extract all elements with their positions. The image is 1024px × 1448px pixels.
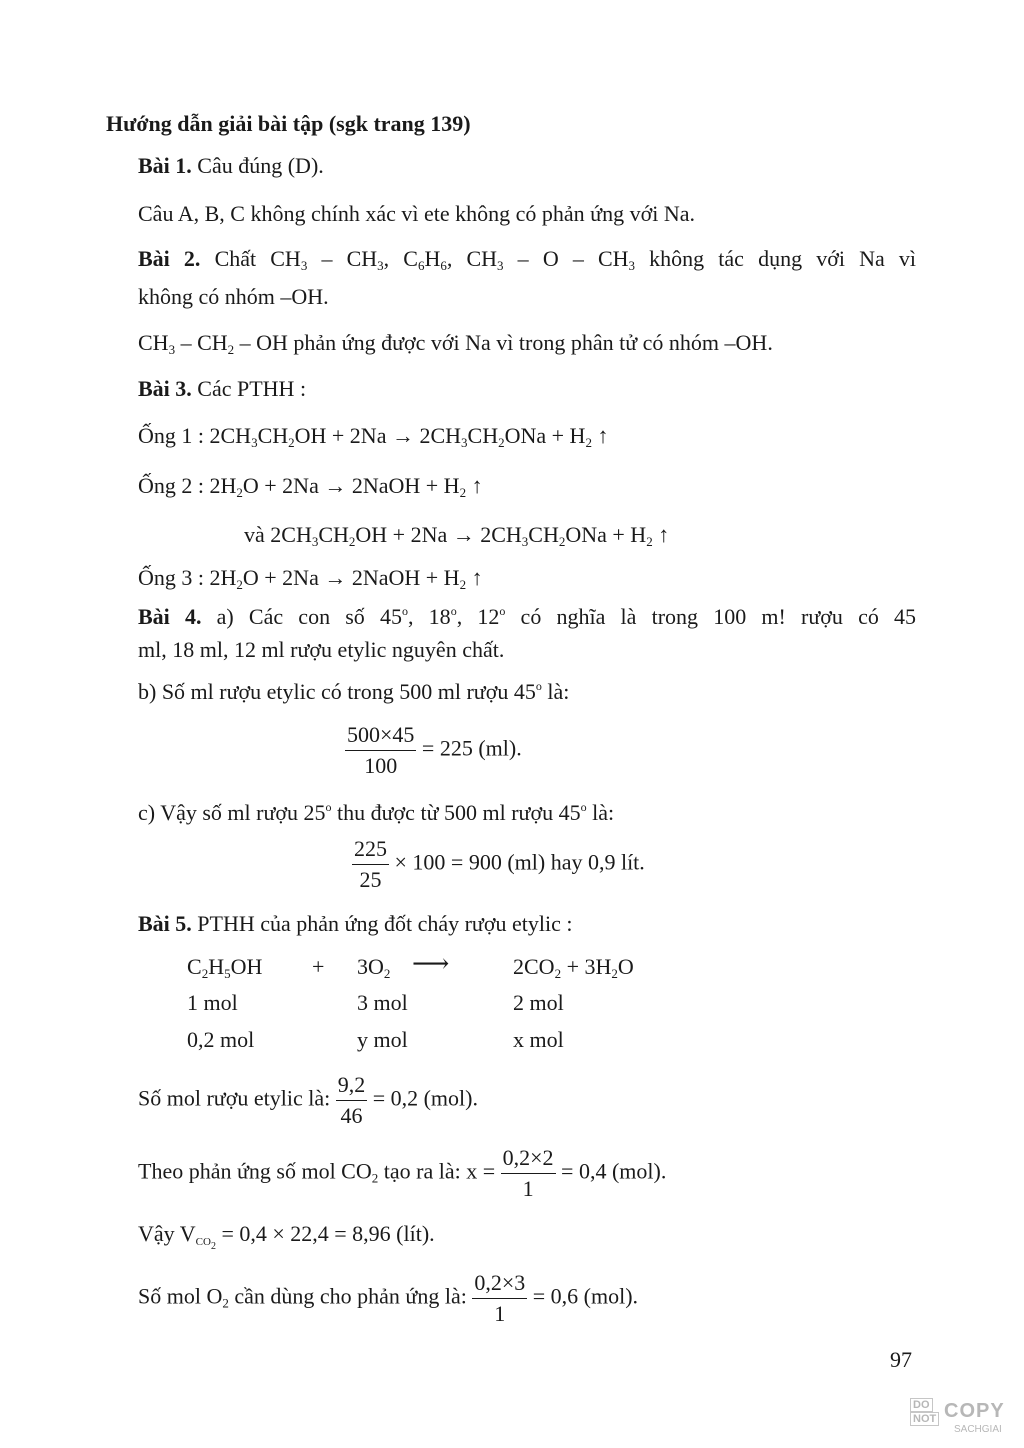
exercise-4-label: Bài 4. xyxy=(138,604,202,629)
exercise-3: Bài 3. Các PTHH : xyxy=(138,376,307,401)
arrow-up-icon: ↑ xyxy=(658,522,670,547)
stamp-do: DO xyxy=(910,1398,933,1412)
products: $2CO_2 + 3H_2O$ xyxy=(513,954,634,981)
formula-b: $\frac{500\times 45}{100}$ = 225 (ml). xyxy=(345,720,522,781)
exercise-5-label: Bài 5. xyxy=(138,911,192,936)
stamp-copy: COPY xyxy=(944,1400,1005,1422)
mol-ratio-oxygen: 3 mol xyxy=(357,990,408,1015)
fraction: $\frac{0,2\times 2}{1}$ xyxy=(502,1145,554,1201)
calc-volume-co2: Vậy $V_{CO_2} = 0,4 \times 22,4 = 8,96$ (lít). xyxy=(138,1221,435,1252)
watermark-stamp xyxy=(908,1398,1012,1438)
exercise-4-c: c) Vậy số ml rượu 25$^o$ thu được từ 500 ml rượu 45$^o$ là: xyxy=(138,800,615,825)
arrow-up-icon: ↑ xyxy=(471,565,483,590)
exercise-4-a-line-2: ml, 18 ml, 12 ml rượu etylic nguyên chất. xyxy=(138,637,505,662)
tube-2-equation-b: và $2CH_3CH_2OH + 2Na \to 2CH_3CH_2ONa + H_2$ ↑ xyxy=(244,522,670,549)
arrow-up-icon: ↑ xyxy=(597,423,609,448)
fraction: $\frac{500\times 45}{100}$ xyxy=(347,722,415,778)
exercise-1 xyxy=(138,152,324,180)
reactant-ethanol: $C_2H_5OH$ xyxy=(187,954,263,981)
exercise-4-a-line-1: Bài 4. a) Các con số 45$^o$, 18$^o$, 12$^o$ có nghĩa là trong 100 m! rượu có 45 xyxy=(138,604,917,629)
exercise-1-label: Bài 1. xyxy=(138,153,192,178)
fraction: $\frac{9,2}{46}$ xyxy=(337,1072,366,1128)
exercise-2-line-3: $CH_3 - CH_2$ – OH phản ứng được với Na vì trong phân tử có nhóm –OH. xyxy=(138,330,773,357)
reaction-arrow-icon: ⟶ xyxy=(412,949,450,978)
tube-1-equation: Ống 1 : $2CH_3CH_2OH + 2Na \to 2CH_3CH_2ONa + H_2$ ↑ xyxy=(138,423,609,450)
calc-mol-ethanol: Số mol rượu etylic là: $\frac{9,2}{46}$ = 0,2 (mol). xyxy=(138,1070,478,1131)
exercise-2-line-2: không có nhóm –OH. xyxy=(138,284,329,309)
exercise-1-answer: Câu đúng (D). xyxy=(197,153,324,178)
mol-ratio-co2: 2 mol xyxy=(513,990,564,1015)
mol-given-ethanol: 0,2 mol xyxy=(187,1027,255,1052)
tube-2-equation: Ống 2 : $2H_2O + 2Na$ → 2NaOH + $H_2$ ↑ xyxy=(138,473,483,500)
exercise-3-label: Bài 3. xyxy=(138,376,192,401)
fraction: $\frac{0,2\times 3}{1}$ xyxy=(474,1270,526,1326)
tube-3-equation: Ống 3 : $2H_2O + 2Na$ → 2NaOH + $H_2$ ↑ xyxy=(138,565,483,592)
plus-sign: + xyxy=(312,954,325,979)
exercise-2-line-1: Bài 2. Chất $CH_3 - CH_3$, $C_6H_6$, $CH_3$ – O – $CH_3$ không tác dụng với Na vì xyxy=(138,246,916,273)
section-heading: Hướng dẫn giải bài tập (sgk trang 139) xyxy=(106,111,471,136)
arrow-up-icon: ↑ xyxy=(471,473,483,498)
calc-mol-oxygen: Số mol $O_2$ cần dùng cho phản ứng là: $\frac{0,2\times 3}{1}$ = 0,6 (mol). xyxy=(138,1268,638,1329)
stamp-not: NOT xyxy=(910,1412,939,1426)
formula-c: $\frac{225}{25}$ × 100 = 900 (ml) hay 0,9 lít. xyxy=(352,834,645,895)
mol-given-oxygen: y mol xyxy=(357,1027,408,1052)
fraction: $\frac{225}{25}$ xyxy=(354,836,387,892)
mol-ratio-ethanol: 1 mol xyxy=(187,990,238,1015)
exercise-4-b: b) Số ml rượu etylic có trong 500 ml rượu 45$^o$ là: xyxy=(138,679,570,704)
exercise-5: Bài 5. PTHH của phản ứng đốt cháy rượu etylic : xyxy=(138,911,573,936)
stamp-brand: SACHGIAI xyxy=(954,1424,1002,1435)
exercise-2-label: Bài 2. xyxy=(138,246,201,271)
mol-given-co2: x mol xyxy=(513,1027,564,1052)
reactant-oxygen: $3O_2$ xyxy=(357,954,391,981)
exercise-1-note: Câu A, B, C không chính xác vì ete không có phản ứng với Na. xyxy=(138,201,695,226)
calc-mol-co2: Theo phản ứng số mol $CO_2$ tạo ra là: x = $\frac{0,2\times 2}{1}$ = 0,4 (mol). xyxy=(138,1143,666,1204)
page-number: 97 xyxy=(890,1347,912,1372)
